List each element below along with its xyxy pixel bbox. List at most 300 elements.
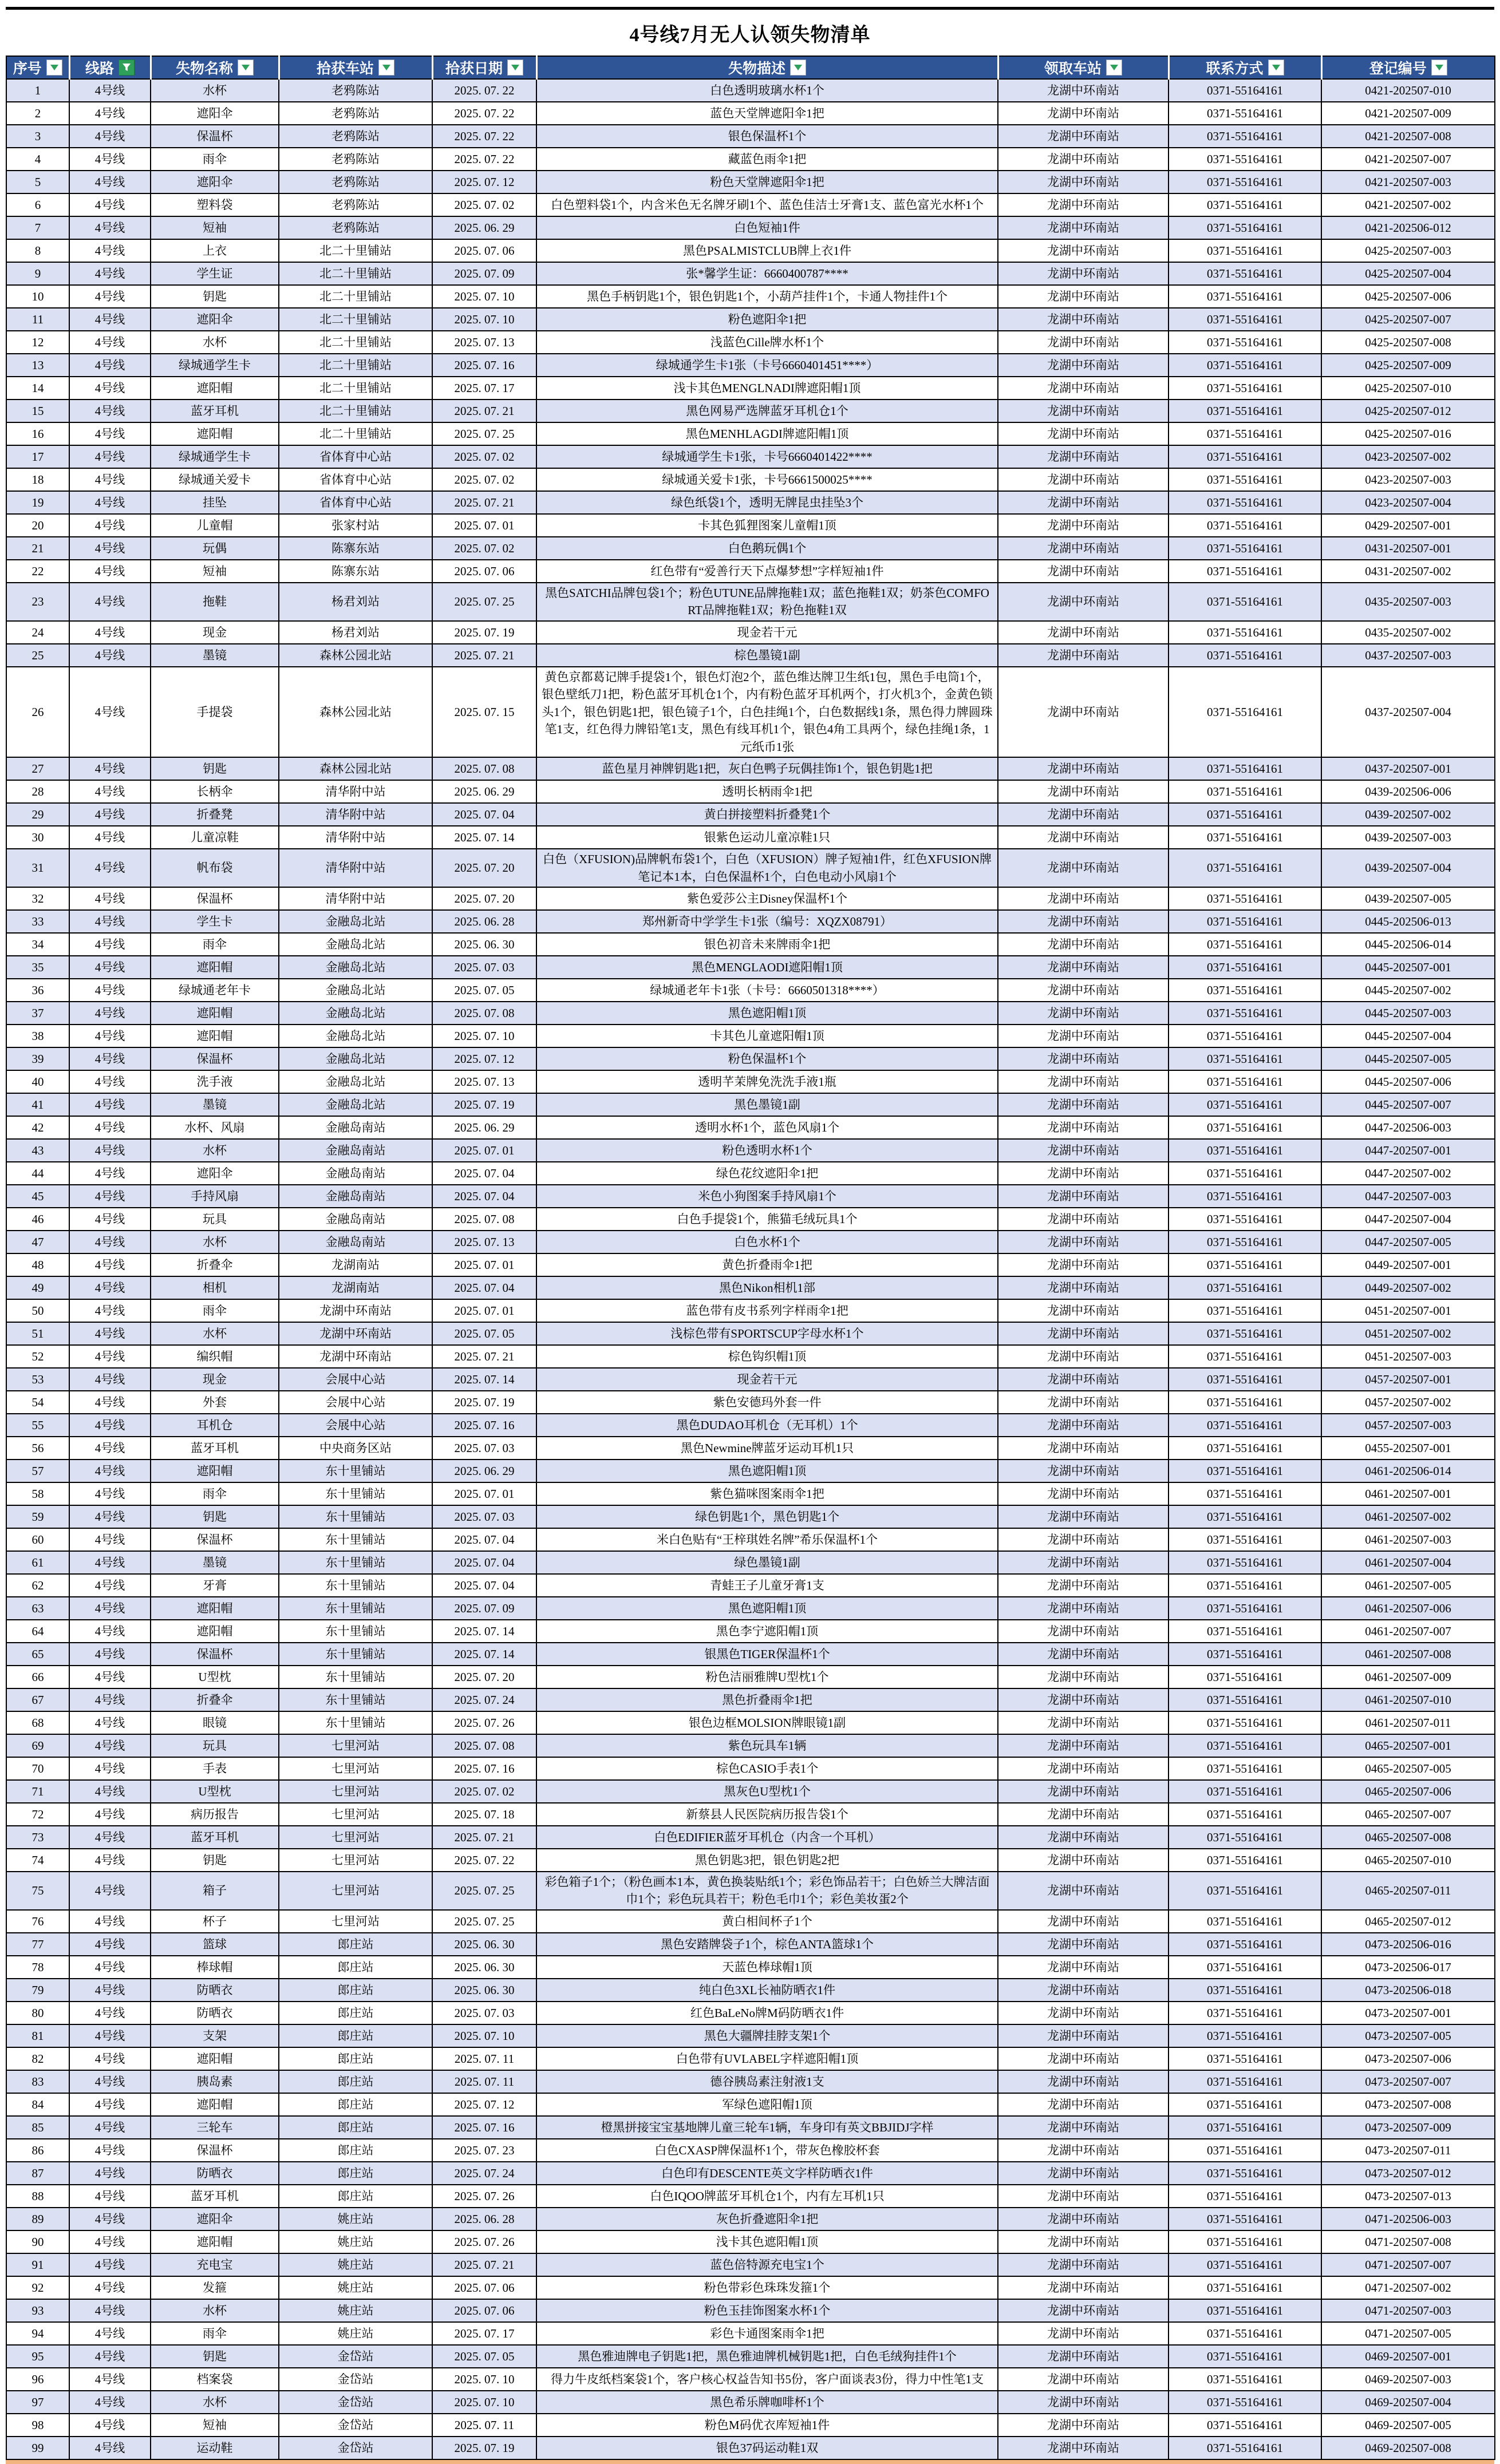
cell-reg-no[interactable]: 0471-202506-003 bbox=[1321, 2208, 1495, 2230]
cell-claim-station[interactable]: 龙湖中环南站 bbox=[998, 1345, 1169, 1368]
cell-item-name[interactable]: 档案袋 bbox=[151, 2368, 279, 2391]
cell-item-name[interactable]: 遮阳帽 bbox=[151, 1002, 279, 1025]
cell-found-station[interactable]: 姚庄站 bbox=[279, 2230, 432, 2253]
cell-found-station[interactable]: 北二十里铺站 bbox=[279, 422, 432, 445]
cell-found-date[interactable]: 2025. 07. 22 bbox=[432, 1849, 536, 1872]
cell-serial[interactable]: 82 bbox=[6, 2047, 69, 2070]
cell-found-date[interactable]: 2025. 06. 30 bbox=[432, 1933, 536, 1956]
cell-description[interactable]: 黑色MENGLAODI遮阳帽1顶 bbox=[536, 956, 998, 979]
cell-claim-station[interactable]: 龙湖中环南站 bbox=[998, 2299, 1169, 2322]
cell-claim-station[interactable]: 龙湖中环南站 bbox=[998, 422, 1169, 445]
cell-item-name[interactable]: 钥匙 bbox=[151, 1505, 279, 1528]
cell-item-name[interactable]: 牙膏 bbox=[151, 1574, 279, 1597]
cell-line[interactable]: 4号线 bbox=[69, 400, 151, 422]
cell-serial[interactable]: 10 bbox=[6, 285, 69, 308]
cell-serial[interactable]: 96 bbox=[6, 2368, 69, 2391]
cell-claim-station[interactable]: 龙湖中环南站 bbox=[998, 1956, 1169, 1979]
cell-contact[interactable]: 0371-55164161 bbox=[1169, 849, 1321, 887]
cell-description[interactable]: 黄色折叠雨伞1把 bbox=[536, 1253, 998, 1276]
cell-line[interactable]: 4号线 bbox=[69, 1025, 151, 1047]
cell-found-date[interactable]: 2025. 07. 22 bbox=[432, 79, 536, 102]
cell-item-name[interactable]: 充电宝 bbox=[151, 2253, 279, 2276]
cell-found-date[interactable]: 2025. 07. 04 bbox=[432, 1276, 536, 1299]
cell-line[interactable]: 4号线 bbox=[69, 514, 151, 537]
cell-serial[interactable]: 93 bbox=[6, 2299, 69, 2322]
cell-reg-no[interactable]: 0461-202507-005 bbox=[1321, 1574, 1495, 1597]
cell-claim-station[interactable]: 龙湖中环南站 bbox=[998, 1002, 1169, 1025]
cell-found-date[interactable]: 2025. 07. 11 bbox=[432, 2414, 536, 2437]
cell-description[interactable]: 郑州新奇中学学生卡1张（编号：XQZX08791） bbox=[536, 910, 998, 933]
cell-contact[interactable]: 0371-55164161 bbox=[1169, 285, 1321, 308]
cell-line[interactable]: 4号线 bbox=[69, 2093, 151, 2116]
cell-line[interactable]: 4号线 bbox=[69, 491, 151, 514]
cell-item-name[interactable]: 绿城通学生卡 bbox=[151, 354, 279, 377]
cell-found-date[interactable]: 2025. 07. 01 bbox=[432, 1139, 536, 1162]
cell-claim-station[interactable]: 龙湖中环南站 bbox=[998, 1070, 1169, 1093]
cell-line[interactable]: 4号线 bbox=[69, 1910, 151, 1933]
cell-line[interactable]: 4号线 bbox=[69, 422, 151, 445]
cell-contact[interactable]: 0371-55164161 bbox=[1169, 1711, 1321, 1734]
cell-serial[interactable]: 13 bbox=[6, 354, 69, 377]
cell-reg-no[interactable]: 0457-202507-002 bbox=[1321, 1391, 1495, 1414]
cell-description[interactable]: 黑色李宁遮阳帽1顶 bbox=[536, 1620, 998, 1643]
cell-claim-station[interactable]: 龙湖中环南站 bbox=[998, 849, 1169, 887]
cell-line[interactable]: 4号线 bbox=[69, 331, 151, 354]
cell-reg-no[interactable]: 0461-202507-009 bbox=[1321, 1666, 1495, 1688]
cell-found-date[interactable]: 2025. 07. 13 bbox=[432, 1231, 536, 1253]
cell-item-name[interactable]: 三轮车 bbox=[151, 2116, 279, 2139]
cell-serial[interactable]: 29 bbox=[6, 803, 69, 826]
cell-item-name[interactable]: 学生卡 bbox=[151, 910, 279, 933]
cell-item-name[interactable]: 塑料袋 bbox=[151, 193, 279, 216]
cell-contact[interactable]: 0371-55164161 bbox=[1169, 468, 1321, 491]
cell-found-date[interactable]: 2025. 07. 08 bbox=[432, 757, 536, 780]
cell-item-name[interactable]: 墨镜 bbox=[151, 1551, 279, 1574]
column-header-item-name[interactable] bbox=[151, 56, 279, 79]
cell-found-date[interactable]: 2025. 07. 26 bbox=[432, 2230, 536, 2253]
cell-claim-station[interactable]: 龙湖中环南站 bbox=[998, 1528, 1169, 1551]
cell-serial[interactable]: 41 bbox=[6, 1093, 69, 1116]
cell-serial[interactable]: 20 bbox=[6, 514, 69, 537]
cell-claim-station[interactable]: 龙湖中环南站 bbox=[998, 354, 1169, 377]
cell-found-date[interactable]: 2025. 07. 12 bbox=[432, 1047, 536, 1070]
cell-description[interactable]: 白色EDIFIER蓝牙耳机仓（内含一个耳机） bbox=[536, 1826, 998, 1849]
cell-claim-station[interactable]: 龙湖中环南站 bbox=[998, 2208, 1169, 2230]
cell-reg-no[interactable]: 0473-202507-007 bbox=[1321, 2070, 1495, 2093]
cell-claim-station[interactable]: 龙湖中环南站 bbox=[998, 1597, 1169, 1620]
cell-found-station[interactable]: 北二十里铺站 bbox=[279, 331, 432, 354]
cell-item-name[interactable]: 现金 bbox=[151, 1368, 279, 1391]
cell-serial[interactable]: 85 bbox=[6, 2116, 69, 2139]
cell-found-date[interactable]: 2025. 07. 04 bbox=[432, 1162, 536, 1185]
cell-claim-station[interactable]: 龙湖中环南站 bbox=[998, 1047, 1169, 1070]
cell-item-name[interactable]: 雨伞 bbox=[151, 933, 279, 956]
cell-found-station[interactable]: 七里河站 bbox=[279, 1849, 432, 1872]
cell-found-station[interactable]: 老鸦陈站 bbox=[279, 171, 432, 193]
cell-line[interactable]: 4号线 bbox=[69, 1597, 151, 1620]
cell-found-date[interactable]: 2025. 07. 01 bbox=[432, 1253, 536, 1276]
cell-found-station[interactable]: 东十里铺站 bbox=[279, 1574, 432, 1597]
cell-reg-no[interactable]: 0457-202507-003 bbox=[1321, 1414, 1495, 1437]
cell-claim-station[interactable]: 龙湖中环南站 bbox=[998, 2253, 1169, 2276]
cell-contact[interactable]: 0371-55164161 bbox=[1169, 1734, 1321, 1757]
cell-line[interactable]: 4号线 bbox=[69, 560, 151, 583]
cell-serial[interactable]: 19 bbox=[6, 491, 69, 514]
cell-description[interactable]: 银紫色运动儿童凉鞋1只 bbox=[536, 826, 998, 849]
cell-found-date[interactable]: 2025. 07. 01 bbox=[432, 514, 536, 537]
cell-claim-station[interactable]: 龙湖中环南站 bbox=[998, 285, 1169, 308]
cell-found-station[interactable]: 省体育中心站 bbox=[279, 491, 432, 514]
cell-found-date[interactable]: 2025. 07. 12 bbox=[432, 171, 536, 193]
cell-line[interactable]: 4号线 bbox=[69, 803, 151, 826]
cell-found-date[interactable]: 2025. 07. 21 bbox=[432, 1826, 536, 1849]
cell-found-station[interactable]: 七里河站 bbox=[279, 1910, 432, 1933]
cell-contact[interactable]: 0371-55164161 bbox=[1169, 331, 1321, 354]
cell-line[interactable]: 4号线 bbox=[69, 1414, 151, 1437]
cell-found-station[interactable]: 森林公园北站 bbox=[279, 757, 432, 780]
cell-found-station[interactable]: 姚庄站 bbox=[279, 2299, 432, 2322]
cell-line[interactable]: 4号线 bbox=[69, 79, 151, 102]
cell-serial[interactable]: 89 bbox=[6, 2208, 69, 2230]
cell-claim-station[interactable]: 龙湖中环南站 bbox=[998, 1482, 1169, 1505]
cell-found-station[interactable]: 姚庄站 bbox=[279, 2322, 432, 2345]
cell-line[interactable]: 4号线 bbox=[69, 2253, 151, 2276]
cell-contact[interactable]: 0371-55164161 bbox=[1169, 1688, 1321, 1711]
cell-found-date[interactable]: 2025. 07. 25 bbox=[432, 422, 536, 445]
cell-claim-station[interactable]: 龙湖中环南站 bbox=[998, 102, 1169, 125]
cell-serial[interactable]: 39 bbox=[6, 1047, 69, 1070]
cell-claim-station[interactable]: 龙湖中环南站 bbox=[998, 1093, 1169, 1116]
cell-reg-no[interactable]: 0447-202507-004 bbox=[1321, 1208, 1495, 1231]
cell-description[interactable]: 黄白拼接塑料折叠凳1个 bbox=[536, 803, 998, 826]
cell-description[interactable]: 白色CXASP牌保温杯1个，带灰色橡胶杯套 bbox=[536, 2139, 998, 2162]
cell-reg-no[interactable]: 0461-202507-001 bbox=[1321, 1482, 1495, 1505]
cell-description[interactable]: 德谷胰岛素注射液1支 bbox=[536, 2070, 998, 2093]
cell-found-station[interactable]: 东十里铺站 bbox=[279, 1711, 432, 1734]
cell-reg-no[interactable]: 0465-202507-012 bbox=[1321, 1910, 1495, 1933]
cell-line[interactable]: 4号线 bbox=[69, 1551, 151, 1574]
cell-contact[interactable]: 0371-55164161 bbox=[1169, 1162, 1321, 1185]
cell-claim-station[interactable]: 龙湖中环南站 bbox=[998, 308, 1169, 331]
cell-description[interactable]: 黑色网易严选牌蓝牙耳机仓1个 bbox=[536, 400, 998, 422]
cell-found-date[interactable]: 2025. 07. 03 bbox=[432, 1437, 536, 1460]
cell-description[interactable]: 黑色Nikon相机1部 bbox=[536, 1276, 998, 1299]
cell-found-station[interactable]: 陈寨东站 bbox=[279, 560, 432, 583]
cell-contact[interactable]: 0371-55164161 bbox=[1169, 1253, 1321, 1276]
cell-reg-no[interactable]: 0465-202507-007 bbox=[1321, 1803, 1495, 1826]
cell-found-date[interactable]: 2025. 06. 29 bbox=[432, 216, 536, 239]
cell-found-date[interactable]: 2025. 07. 09 bbox=[432, 262, 536, 285]
cell-found-station[interactable]: 金融岛南站 bbox=[279, 1185, 432, 1208]
cell-item-name[interactable]: 保温杯 bbox=[151, 1528, 279, 1551]
cell-line[interactable]: 4号线 bbox=[69, 1276, 151, 1299]
cell-item-name[interactable]: 遮阳帽 bbox=[151, 2093, 279, 2116]
cell-contact[interactable]: 0371-55164161 bbox=[1169, 377, 1321, 400]
cell-found-station[interactable]: 七里河站 bbox=[279, 1872, 432, 1910]
cell-line[interactable]: 4号线 bbox=[69, 1849, 151, 1872]
cell-found-date[interactable]: 2025. 07. 22 bbox=[432, 125, 536, 148]
cell-description[interactable]: 紫色安德玛外套一件 bbox=[536, 1391, 998, 1414]
cell-reg-no[interactable]: 0461-202507-004 bbox=[1321, 1551, 1495, 1574]
cell-reg-no[interactable]: 0473-202506-017 bbox=[1321, 1956, 1495, 1979]
cell-reg-no[interactable]: 0469-202507-005 bbox=[1321, 2414, 1495, 2437]
cell-item-name[interactable]: 雨伞 bbox=[151, 2322, 279, 2345]
cell-line[interactable]: 4号线 bbox=[69, 445, 151, 468]
cell-item-name[interactable]: 外套 bbox=[151, 1391, 279, 1414]
cell-serial[interactable]: 52 bbox=[6, 1345, 69, 1368]
cell-line[interactable]: 4号线 bbox=[69, 1528, 151, 1551]
cell-line[interactable]: 4号线 bbox=[69, 780, 151, 803]
cell-serial[interactable]: 87 bbox=[6, 2162, 69, 2185]
cell-claim-station[interactable]: 龙湖中环南站 bbox=[998, 560, 1169, 583]
cell-reg-no[interactable]: 0421-202507-010 bbox=[1321, 79, 1495, 102]
cell-contact[interactable]: 0371-55164161 bbox=[1169, 1391, 1321, 1414]
cell-found-station[interactable]: 杨君刘站 bbox=[279, 621, 432, 644]
cell-serial[interactable]: 43 bbox=[6, 1139, 69, 1162]
cell-item-name[interactable]: 帆布袋 bbox=[151, 849, 279, 887]
cell-description[interactable]: 黑色折叠雨伞1把 bbox=[536, 1688, 998, 1711]
cell-found-station[interactable]: 金融岛南站 bbox=[279, 1162, 432, 1185]
cell-serial[interactable]: 60 bbox=[6, 1528, 69, 1551]
cell-item-name[interactable]: 水杯、风扇 bbox=[151, 1116, 279, 1139]
cell-serial[interactable]: 63 bbox=[6, 1597, 69, 1620]
cell-reg-no[interactable]: 0445-202507-004 bbox=[1321, 1025, 1495, 1047]
cell-serial[interactable]: 34 bbox=[6, 933, 69, 956]
cell-description[interactable]: 白色手提袋1个，熊猫毛绒玩具1个 bbox=[536, 1208, 998, 1231]
cell-item-name[interactable]: 遮阳帽 bbox=[151, 1025, 279, 1047]
cell-description[interactable]: 棕色钩织帽1顶 bbox=[536, 1345, 998, 1368]
cell-contact[interactable]: 0371-55164161 bbox=[1169, 1345, 1321, 1368]
cell-contact[interactable]: 0371-55164161 bbox=[1169, 2391, 1321, 2414]
cell-item-name[interactable]: 病历报告 bbox=[151, 1803, 279, 1826]
cell-claim-station[interactable]: 龙湖中环南站 bbox=[998, 79, 1169, 102]
cell-contact[interactable]: 0371-55164161 bbox=[1169, 979, 1321, 1002]
cell-line[interactable]: 4号线 bbox=[69, 468, 151, 491]
cell-reg-no[interactable]: 0439-202507-005 bbox=[1321, 887, 1495, 910]
cell-found-date[interactable]: 2025. 07. 13 bbox=[432, 331, 536, 354]
filter-funnel-icon-line[interactable] bbox=[119, 60, 135, 76]
cell-contact[interactable]: 0371-55164161 bbox=[1169, 956, 1321, 979]
cell-claim-station[interactable]: 龙湖中环南站 bbox=[998, 2093, 1169, 2116]
cell-claim-station[interactable]: 龙湖中环南站 bbox=[998, 1803, 1169, 1826]
cell-claim-station[interactable]: 龙湖中环南站 bbox=[998, 1643, 1169, 1666]
cell-reg-no[interactable]: 0423-202507-003 bbox=[1321, 468, 1495, 491]
cell-contact[interactable]: 0371-55164161 bbox=[1169, 1780, 1321, 1803]
cell-serial[interactable]: 14 bbox=[6, 377, 69, 400]
cell-item-name[interactable]: 学生证 bbox=[151, 262, 279, 285]
cell-contact[interactable]: 0371-55164161 bbox=[1169, 1528, 1321, 1551]
cell-claim-station[interactable]: 龙湖中环南站 bbox=[998, 1231, 1169, 1253]
cell-line[interactable]: 4号线 bbox=[69, 757, 151, 780]
cell-description[interactable]: 粉色M码优衣库短袖1件 bbox=[536, 2414, 998, 2437]
cell-contact[interactable]: 0371-55164161 bbox=[1169, 102, 1321, 125]
cell-claim-station[interactable]: 龙湖中环南站 bbox=[998, 621, 1169, 644]
cell-reg-no[interactable]: 0447-202506-003 bbox=[1321, 1116, 1495, 1139]
cell-serial[interactable]: 72 bbox=[6, 1803, 69, 1826]
cell-found-station[interactable]: 东十里铺站 bbox=[279, 1505, 432, 1528]
cell-serial[interactable]: 23 bbox=[6, 583, 69, 621]
cell-item-name[interactable]: 墨镜 bbox=[151, 1093, 279, 1116]
cell-description[interactable]: 白色带有UVLABEL字样遮阳帽1顶 bbox=[536, 2047, 998, 2070]
cell-reg-no[interactable]: 0461-202507-006 bbox=[1321, 1597, 1495, 1620]
cell-reg-no[interactable]: 0473-202507-011 bbox=[1321, 2139, 1495, 2162]
cell-found-station[interactable]: 金融岛北站 bbox=[279, 910, 432, 933]
cell-contact[interactable]: 0371-55164161 bbox=[1169, 1666, 1321, 1688]
cell-found-date[interactable]: 2025. 07. 19 bbox=[432, 1391, 536, 1414]
cell-claim-station[interactable]: 龙湖中环南站 bbox=[998, 468, 1169, 491]
cell-description[interactable]: 黑色墨镜1副 bbox=[536, 1093, 998, 1116]
cell-contact[interactable]: 0371-55164161 bbox=[1169, 2414, 1321, 2437]
cell-found-station[interactable]: 东十里铺站 bbox=[279, 1551, 432, 1574]
cell-claim-station[interactable]: 龙湖中环南站 bbox=[998, 2185, 1169, 2208]
cell-reg-no[interactable]: 0439-202507-004 bbox=[1321, 849, 1495, 887]
cell-description[interactable]: 粉色玉挂饰图案水杯1个 bbox=[536, 2299, 998, 2322]
cell-found-date[interactable]: 2025. 07. 14 bbox=[432, 1643, 536, 1666]
cell-contact[interactable]: 0371-55164161 bbox=[1169, 1002, 1321, 1025]
cell-found-date[interactable]: 2025. 07. 06 bbox=[432, 2299, 536, 2322]
cell-line[interactable]: 4号线 bbox=[69, 1933, 151, 1956]
cell-claim-station[interactable]: 龙湖中环南站 bbox=[998, 1666, 1169, 1688]
cell-claim-station[interactable]: 龙湖中环南站 bbox=[998, 2230, 1169, 2253]
cell-line[interactable]: 4号线 bbox=[69, 644, 151, 667]
cell-reg-no[interactable]: 0445-202507-007 bbox=[1321, 1093, 1495, 1116]
cell-serial[interactable]: 66 bbox=[6, 1666, 69, 1688]
cell-serial[interactable]: 40 bbox=[6, 1070, 69, 1093]
cell-contact[interactable]: 0371-55164161 bbox=[1169, 1872, 1321, 1910]
cell-line[interactable]: 4号线 bbox=[69, 1803, 151, 1826]
cell-found-station[interactable]: 东十里铺站 bbox=[279, 1688, 432, 1711]
cell-line[interactable]: 4号线 bbox=[69, 285, 151, 308]
cell-line[interactable]: 4号线 bbox=[69, 1208, 151, 1231]
cell-item-name[interactable]: 发箍 bbox=[151, 2276, 279, 2299]
cell-item-name[interactable]: 杯子 bbox=[151, 1910, 279, 1933]
cell-item-name[interactable]: 水杯 bbox=[151, 79, 279, 102]
cell-serial[interactable]: 24 bbox=[6, 621, 69, 644]
cell-found-station[interactable]: 姚庄站 bbox=[279, 2276, 432, 2299]
cell-reg-no[interactable]: 0461-202507-003 bbox=[1321, 1528, 1495, 1551]
cell-line[interactable]: 4号线 bbox=[69, 377, 151, 400]
cell-contact[interactable]: 0371-55164161 bbox=[1169, 667, 1321, 757]
cell-claim-station[interactable]: 龙湖中环南站 bbox=[998, 1574, 1169, 1597]
cell-found-station[interactable]: 郎庄站 bbox=[279, 2093, 432, 2116]
cell-line[interactable]: 4号线 bbox=[69, 2185, 151, 2208]
cell-description[interactable]: 蓝色倍特源充电宝1个 bbox=[536, 2253, 998, 2276]
cell-item-name[interactable]: 手表 bbox=[151, 1757, 279, 1780]
cell-line[interactable]: 4号线 bbox=[69, 1826, 151, 1849]
cell-claim-station[interactable]: 龙湖中环南站 bbox=[998, 491, 1169, 514]
cell-contact[interactable]: 0371-55164161 bbox=[1169, 583, 1321, 621]
cell-line[interactable]: 4号线 bbox=[69, 2437, 151, 2459]
cell-description[interactable]: 得力牛皮纸档案袋1个，客户核心权益告知书5份，客户面谈表3份，得力中性笔1支 bbox=[536, 2368, 998, 2391]
cell-line[interactable]: 4号线 bbox=[69, 2047, 151, 2070]
cell-claim-station[interactable]: 龙湖中环南站 bbox=[998, 1620, 1169, 1643]
cell-description[interactable]: 银色边框MOLSION牌眼镜1副 bbox=[536, 1711, 998, 1734]
cell-found-station[interactable]: 森林公园北站 bbox=[279, 644, 432, 667]
cell-reg-no[interactable]: 0447-202507-002 bbox=[1321, 1162, 1495, 1185]
cell-reg-no[interactable]: 0421-202507-009 bbox=[1321, 102, 1495, 125]
cell-serial[interactable]: 88 bbox=[6, 2185, 69, 2208]
cell-line[interactable]: 4号线 bbox=[69, 1872, 151, 1910]
cell-line[interactable]: 4号线 bbox=[69, 1070, 151, 1093]
cell-contact[interactable]: 0371-55164161 bbox=[1169, 514, 1321, 537]
cell-claim-station[interactable]: 龙湖中环南站 bbox=[998, 1299, 1169, 1322]
cell-line[interactable]: 4号线 bbox=[69, 2208, 151, 2230]
cell-line[interactable]: 4号线 bbox=[69, 2299, 151, 2322]
cell-found-date[interactable]: 2025. 07. 05 bbox=[432, 2345, 536, 2368]
cell-claim-station[interactable]: 龙湖中环南站 bbox=[998, 583, 1169, 621]
cell-description[interactable]: 白色透明玻璃水杯1个 bbox=[536, 79, 998, 102]
cell-claim-station[interactable]: 龙湖中环南站 bbox=[998, 979, 1169, 1002]
cell-description[interactable]: 卡其色狐狸图案儿童帽1顶 bbox=[536, 514, 998, 537]
cell-found-date[interactable]: 2025. 06. 29 bbox=[432, 1460, 536, 1482]
cell-item-name[interactable]: 拖鞋 bbox=[151, 583, 279, 621]
cell-claim-station[interactable]: 龙湖中环南站 bbox=[998, 780, 1169, 803]
cell-contact[interactable]: 0371-55164161 bbox=[1169, 400, 1321, 422]
cell-serial[interactable]: 27 bbox=[6, 757, 69, 780]
cell-claim-station[interactable]: 龙湖中环南站 bbox=[998, 2391, 1169, 2414]
cell-contact[interactable]: 0371-55164161 bbox=[1169, 757, 1321, 780]
cell-reg-no[interactable]: 0473-202507-008 bbox=[1321, 2093, 1495, 2116]
cell-reg-no[interactable]: 0465-202507-008 bbox=[1321, 1826, 1495, 1849]
cell-found-station[interactable]: 清华附中站 bbox=[279, 780, 432, 803]
cell-description[interactable]: 黑色PSALMISTCLUB牌上衣1件 bbox=[536, 239, 998, 262]
cell-serial[interactable]: 54 bbox=[6, 1391, 69, 1414]
cell-found-station[interactable]: 老鸦陈站 bbox=[279, 216, 432, 239]
cell-line[interactable]: 4号线 bbox=[69, 2139, 151, 2162]
cell-contact[interactable]: 0371-55164161 bbox=[1169, 1757, 1321, 1780]
cell-item-name[interactable]: 长柄伞 bbox=[151, 780, 279, 803]
cell-description[interactable]: 白色印有DESCENTE英文字样防晒衣1件 bbox=[536, 2162, 998, 2185]
cell-found-station[interactable]: 陈寨东站 bbox=[279, 537, 432, 560]
cell-description[interactable]: 浅卡其色遮阳帽1顶 bbox=[536, 2230, 998, 2253]
cell-found-station[interactable]: 金融岛北站 bbox=[279, 933, 432, 956]
cell-claim-station[interactable]: 龙湖中环南站 bbox=[998, 1185, 1169, 1208]
cell-reg-no[interactable]: 0431-202507-001 bbox=[1321, 537, 1495, 560]
cell-contact[interactable]: 0371-55164161 bbox=[1169, 171, 1321, 193]
cell-item-name[interactable]: 儿童帽 bbox=[151, 514, 279, 537]
cell-serial[interactable]: 99 bbox=[6, 2437, 69, 2459]
cell-found-date[interactable]: 2025. 07. 20 bbox=[432, 1666, 536, 1688]
cell-description[interactable]: 棕色墨镜1副 bbox=[536, 644, 998, 667]
cell-line[interactable]: 4号线 bbox=[69, 2024, 151, 2047]
cell-found-station[interactable]: 金岱站 bbox=[279, 2368, 432, 2391]
cell-item-name[interactable]: 编织帽 bbox=[151, 1345, 279, 1368]
cell-line[interactable]: 4号线 bbox=[69, 102, 151, 125]
column-header-serial[interactable] bbox=[6, 56, 69, 79]
cell-reg-no[interactable]: 0461-202506-014 bbox=[1321, 1460, 1495, 1482]
cell-description[interactable]: 紫色爱莎公主Disney保温杯1个 bbox=[536, 887, 998, 910]
cell-serial[interactable]: 11 bbox=[6, 308, 69, 331]
cell-description[interactable]: 绿城通学生卡1张（卡号6660401451****） bbox=[536, 354, 998, 377]
cell-found-station[interactable]: 北二十里铺站 bbox=[279, 354, 432, 377]
cell-reg-no[interactable]: 0435-202507-002 bbox=[1321, 621, 1495, 644]
cell-found-station[interactable]: 老鸦陈站 bbox=[279, 193, 432, 216]
cell-found-station[interactable]: 东十里铺站 bbox=[279, 1460, 432, 1482]
cell-contact[interactable]: 0371-55164161 bbox=[1169, 887, 1321, 910]
cell-contact[interactable]: 0371-55164161 bbox=[1169, 2002, 1321, 2024]
cell-description[interactable]: 现金若干元 bbox=[536, 1368, 998, 1391]
cell-description[interactable]: 粉色透明水杯1个 bbox=[536, 1139, 998, 1162]
cell-serial[interactable]: 98 bbox=[6, 2414, 69, 2437]
cell-found-station[interactable]: 七里河站 bbox=[279, 1826, 432, 1849]
cell-serial[interactable]: 67 bbox=[6, 1688, 69, 1711]
cell-claim-station[interactable]: 龙湖中环南站 bbox=[998, 803, 1169, 826]
cell-description[interactable]: 绿色钥匙1个，黑色钥匙1个 bbox=[536, 1505, 998, 1528]
cell-item-name[interactable]: 钥匙 bbox=[151, 1849, 279, 1872]
cell-claim-station[interactable]: 龙湖中环南站 bbox=[998, 1734, 1169, 1757]
cell-item-name[interactable]: 遮阳伞 bbox=[151, 1162, 279, 1185]
cell-description[interactable]: 红色BaLeNo牌M码防晒衣1件 bbox=[536, 2002, 998, 2024]
